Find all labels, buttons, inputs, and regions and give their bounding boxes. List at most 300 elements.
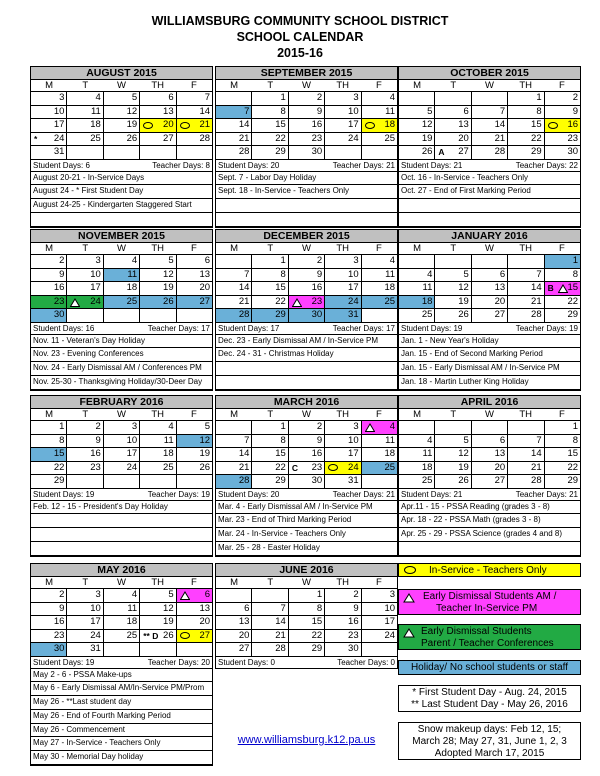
day-number: 15 [567,282,579,293]
student-days: Student Days: 0 [218,657,275,667]
month-title: AUGUST 2015 [31,67,212,80]
day-number: 17 [90,282,101,293]
day-cell [325,119,361,132]
day-cell [31,616,67,629]
day-cell [472,92,508,105]
day-number: 29 [53,475,65,486]
day-cell [177,462,212,475]
week-row [399,146,580,160]
week-row [216,92,397,106]
day-cell [67,475,103,488]
day-cell [362,309,397,322]
calendar-title: SCHOOL CALENDAR [236,30,364,44]
day-number: 17 [384,616,396,627]
day-number: 23 [311,461,323,473]
day-cell [140,92,176,105]
day-cell [67,435,103,448]
day-cell [67,630,103,643]
weekday-label: M [413,243,422,254]
week-row [31,589,212,603]
week-row [399,106,580,120]
day-number: 19 [126,119,138,130]
triangle-icon [558,284,568,293]
day-cell [140,462,176,475]
day-cell [435,255,471,268]
day-number: 15 [275,282,286,293]
day-number: 4 [389,255,396,266]
day-cell [325,643,361,656]
day-number: 5 [168,589,174,600]
month-october-2015 [398,66,581,228]
day-cell [104,435,140,448]
day-cell [104,603,140,616]
triangle-icon [403,628,415,638]
week-row [31,616,212,630]
day-cell [545,133,580,146]
day-cell [216,448,252,461]
day-cell [472,309,508,322]
day-cell [435,146,471,159]
day-cell [104,296,140,309]
day-cell [325,616,361,629]
day-number: 22 [275,132,286,144]
day-number: 25 [126,295,138,307]
weekday-header [216,409,397,421]
day-cell [435,282,471,295]
day-number: 11 [385,268,396,280]
weekday-label: TH [336,409,350,420]
day-cell [362,435,397,448]
day-number: 2 [95,421,101,432]
day-cell [362,133,397,146]
day-number: 28 [199,132,211,144]
teacher-days: Teacher Days: 17 [147,323,210,333]
day-cell [399,146,435,159]
day-counts [399,323,580,335]
weekday-label: T [450,409,457,420]
day-number: 2 [572,92,579,103]
week-row [31,255,212,269]
day-cell [252,146,288,159]
week-row [216,448,397,462]
day-number: 15 [531,119,542,130]
weekday-label: F [191,80,197,91]
day-cell [325,282,361,295]
month-note: Nov. 24 - Early Dismissal AM / Conferences PM [31,362,212,376]
month-title: MAY 2016 [31,564,212,577]
day-cell [252,616,288,629]
day-number: 17 [348,448,359,459]
day-number: 10 [348,268,359,280]
day-number: 9 [95,434,101,446]
day-number: 1 [316,589,323,600]
weekday-header [399,243,580,255]
day-cell [472,282,508,295]
day-cell [140,616,176,629]
day-cell [67,282,103,295]
day-cell [545,462,580,475]
day-number: 27 [199,295,211,307]
day-cell [399,119,435,132]
day-cell [472,119,508,132]
day-cell [289,255,325,268]
day-cell [399,282,435,295]
day-number: 14 [275,616,286,627]
day-cell [104,448,140,461]
day-number: 26 [458,475,469,486]
week-row [399,435,580,449]
day-number: 25 [384,295,396,307]
week-row [31,603,212,617]
day-cell [216,462,252,475]
day-number: 18 [126,616,138,627]
month-title: SEPTEMBER 2015 [216,67,397,80]
day-cell [216,296,252,309]
day-cell [67,296,103,309]
day-cell [325,421,361,434]
month-note: May 26 - Commencement [31,724,212,738]
day-cell [177,435,212,448]
day-number: 8 [536,105,542,117]
day-number: 13 [238,616,250,627]
day-cell [472,106,508,119]
month-note: May 30 - Memorial Day holiday [31,751,212,765]
day-cell [362,92,397,105]
month-note: Jan. 15 - Early Dismissal AM / In-Service PM [399,362,580,376]
day-cell [104,146,140,159]
day-number: 7 [499,105,506,117]
weekday-label: TH [151,409,165,420]
day-cell [362,630,397,643]
day-cell [67,255,103,268]
day-cell [399,435,435,448]
day-cell [252,421,288,434]
day-number: 31 [348,475,359,486]
month-note: Sept. 18 - In-Service - Teachers Only [216,185,397,199]
week-row [31,435,212,449]
day-number: 20 [458,132,469,144]
day-number: 24 [90,295,101,307]
day-cell [31,630,67,643]
week-row [399,462,580,476]
day-cell [435,92,471,105]
website-link[interactable]: www.williamsburg.k12.pa.us [237,734,376,746]
day-number: 8 [316,602,323,614]
day-number: 26 [163,295,174,307]
day-cell [67,448,103,461]
day-cell [289,309,325,322]
day-number: 15 [311,616,323,627]
week-row [31,119,212,133]
week-row [216,282,397,296]
day-number: 30 [311,146,323,157]
month-note: August 24-25 - Kindergarten Staggered Start [31,199,212,213]
day-cell [399,255,435,268]
weekday-label: T [82,409,89,420]
day-number: 7 [536,268,542,280]
day-number: 7 [244,105,250,117]
month-note: Nov. 23 - Evening Conferences [31,348,212,362]
week-row [31,146,212,160]
day-number: 31 [348,309,359,320]
day-cell [177,282,212,295]
day-number: 26 [126,132,138,144]
month-note: Oct. 27 - End of First Marking Period [399,185,580,199]
day-number: 23 [311,132,323,144]
day-cell [399,269,435,282]
day-cell [435,309,471,322]
day-cell [472,133,508,146]
teacher-days: Teacher Days: 19 [147,489,210,499]
day-cell [289,269,325,282]
day-cell [325,309,361,322]
legend-inservice [398,563,581,577]
teacher-days: Teacher Days: 22 [515,160,578,170]
month-title: OCTOBER 2015 [399,67,580,80]
week-row [31,92,212,106]
weekday-label: W [117,577,126,588]
day-cell [216,106,252,119]
month-note [399,213,580,227]
day-number: 6 [499,434,506,446]
day-cell [252,106,288,119]
month-note: Apr.11 - 15 - PSSA Reading (grades 3 - 8) [399,501,580,515]
month-note: Apr. 25 - 29 - PSSA Science (grades 4 and 8) [399,528,580,542]
teacher-days: Teacher Days: 8 [152,160,210,170]
week-row [31,282,212,296]
day-number: 30 [53,643,65,654]
day-cell [362,475,397,488]
day-cell [325,133,361,146]
weekday-label: T [267,409,274,420]
day-cell [177,146,212,159]
month-february-2016 [30,395,213,557]
day-cell [252,643,288,656]
month-note: Jan. 18 - Martin Luther King Holiday [399,376,580,390]
day-number: 3 [95,589,101,600]
month-note: Dec. 24 - 31 - Christmas Holiday [216,348,397,362]
day-cell [216,643,252,656]
day-number: 29 [275,475,286,486]
week-row [216,643,397,657]
weekday-label: F [191,409,197,420]
day-number: 15 [275,119,286,130]
day-number: 16 [311,282,323,293]
day-cell [140,435,176,448]
day-cell [104,421,140,434]
day-counts [399,489,580,501]
week-row [216,269,397,283]
day-number: 18 [126,282,138,293]
month-note: Sept. 7 - Labor Day Holiday [216,172,397,186]
day-number: 27 [458,146,469,157]
day-number: 23 [53,629,65,641]
day-number: 1 [280,255,286,266]
day-number: 6 [499,268,506,280]
day-number: 25 [90,132,101,144]
day-number: 12 [199,434,211,446]
day-cell [472,475,508,488]
day-number: 10 [53,105,65,117]
week-row [399,296,580,310]
day-cell [216,616,252,629]
day-number: 28 [531,309,542,320]
day-cell [140,269,176,282]
weekday-label: F [376,243,382,254]
day-number: 8 [572,434,579,446]
day-number: 20 [238,629,250,641]
weekday-label: M [230,409,239,420]
day-number: 10 [126,434,138,446]
day-number: 16 [90,448,101,459]
day-cell [508,119,544,132]
day-number: 9 [59,602,65,614]
day-cell [177,133,212,146]
day-number: 28 [238,146,250,157]
oval-icon [365,122,375,129]
day-cell [67,309,103,322]
day-number: 13 [494,448,506,459]
week-row [216,616,397,630]
day-number: 14 [531,282,542,293]
day-number: 28 [238,475,250,486]
month-note [31,542,212,556]
day-cell [472,421,508,434]
day-number: 21 [238,132,250,144]
day-cell [325,296,361,309]
day-number: 3 [353,421,359,432]
month-note: May 6 - Early Dismissal AM/In-Service PM/Prom [31,682,212,696]
day-cell [545,269,580,282]
weekday-label: TH [336,243,350,254]
day-cell [216,603,252,616]
day-number: 23 [348,629,359,641]
day-cell [177,269,212,282]
day-number: 19 [163,282,174,293]
student-days: Student Days: 19 [33,489,95,499]
day-cell [289,421,325,434]
day-cell [545,146,580,159]
oval-icon [328,464,338,471]
day-counts [31,323,212,335]
legend-conferences [398,624,581,650]
day-number: 14 [238,119,250,130]
day-number: 1 [536,92,542,103]
day-number: 26 [458,309,469,320]
day-number: 28 [238,309,250,320]
weekday-header [216,80,397,92]
day-cell [252,603,288,616]
month-note [216,362,397,376]
day-cell [508,475,544,488]
month-title: JUNE 2016 [216,564,397,577]
day-number: 21 [238,461,250,473]
day-number: 11 [127,268,138,280]
week-row [216,589,397,603]
day-cell [325,269,361,282]
day-cell [104,255,140,268]
day-number: 13 [163,105,174,117]
day-cell [177,589,212,602]
day-number: 18 [384,282,396,293]
day-cell [140,309,176,322]
day-number: 10 [90,268,101,280]
day-number: 5 [463,268,469,280]
day-cell [177,448,212,461]
school-year: 2015-16 [277,46,323,60]
day-cell [67,603,103,616]
day-cell [399,448,435,461]
day-number: 10 [384,602,396,614]
month-note: Mar. 23 - End of Third Marking Period [216,514,397,528]
day-number: 27 [494,309,506,320]
day-number: 29 [567,309,579,320]
day-number: 17 [90,616,101,627]
day-number: 16 [567,119,579,130]
day-number: 4 [168,421,174,432]
day-cell [472,435,508,448]
day-cell [31,92,67,105]
day-cell [508,106,544,119]
day-cell [472,269,508,282]
day-cell [545,92,580,105]
day-number: 30 [311,309,323,320]
month-note: May 2 - 6 - PSSA Make-ups [31,669,212,683]
day-number: 3 [353,255,359,266]
day-number: 14 [531,448,542,459]
oval-icon [180,122,190,129]
day-number: 7 [204,92,211,103]
student-days: Student Days: 20 [218,489,280,499]
legend-early-line1: Early Dismissal Students AM / [423,591,557,602]
day-number: 11 [385,434,396,446]
day-cell [104,616,140,629]
weekday-label: F [376,577,382,588]
day-number: 1 [280,92,286,103]
day-number: 19 [199,448,211,459]
day-cell [508,448,544,461]
week-row [399,475,580,489]
day-number: 24 [126,461,138,473]
week-row [399,282,580,296]
day-number: 2 [59,589,65,600]
day-number: 13 [494,282,506,293]
week-row [216,106,397,120]
day-cell [508,435,544,448]
day-cell [435,119,471,132]
day-cell [216,92,252,105]
day-number: 31 [53,146,65,157]
day-cell [104,462,140,475]
day-number: 30 [53,309,65,320]
day-cell [289,616,325,629]
day-number: 13 [199,268,211,280]
day-cell [325,106,361,119]
day-number: 2 [353,589,359,600]
day-cell [140,255,176,268]
day-number: 23 [90,461,101,473]
week-row [31,448,212,462]
day-cell [545,296,580,309]
day-cell [31,133,67,146]
day-number: 12 [163,602,174,614]
week-row [31,475,212,489]
day-cell [216,146,252,159]
student-days: Student Days: 17 [218,323,280,333]
day-number: 15 [275,448,286,459]
oval-icon [548,122,558,129]
day-cell [399,106,435,119]
